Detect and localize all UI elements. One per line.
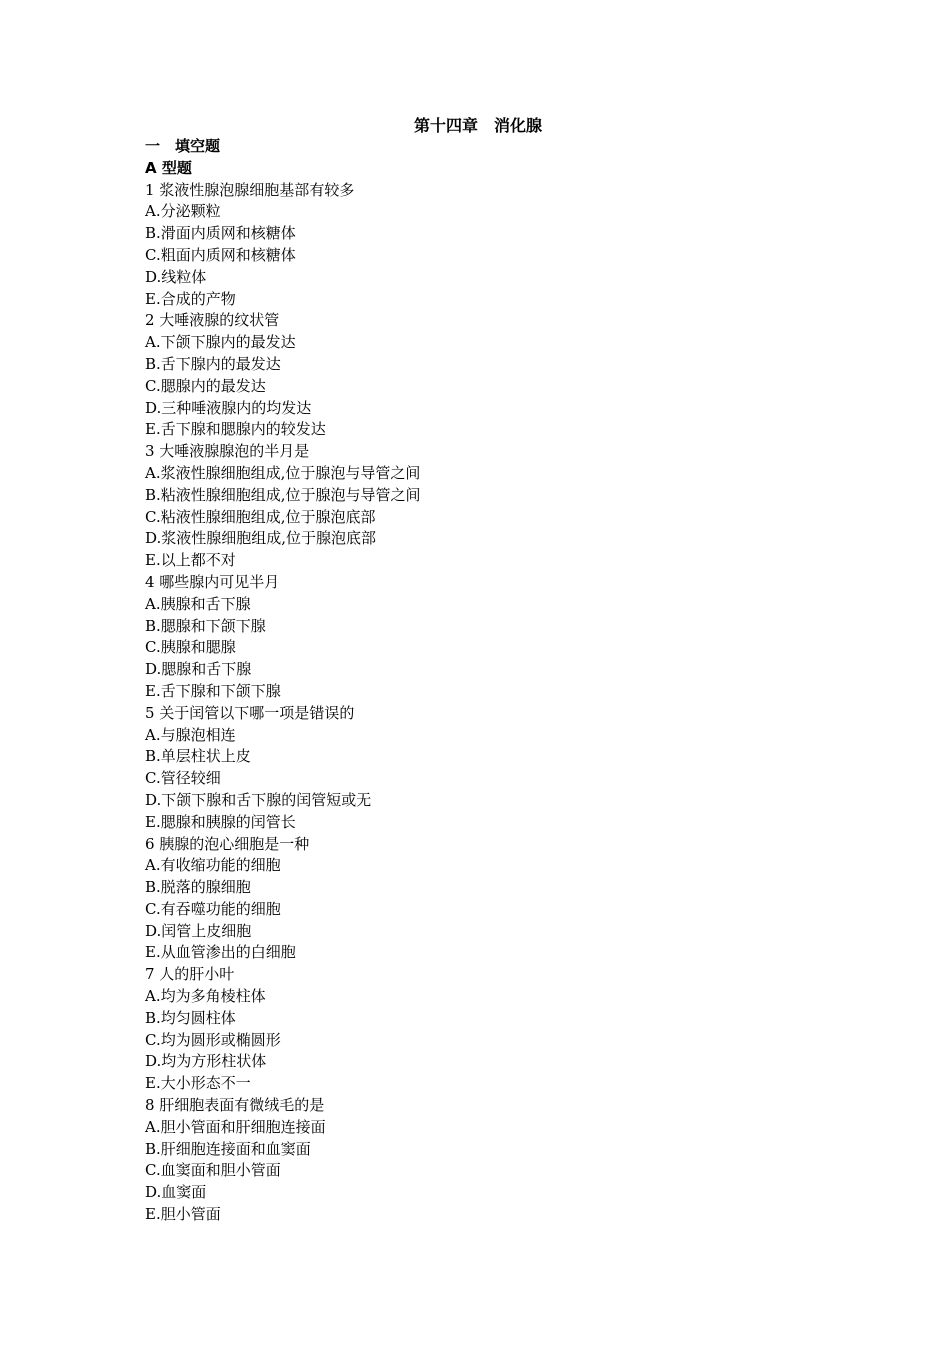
question-option: A.胰腺和舌下腺: [145, 594, 251, 613]
question-option: C.粘液性腺细胞组成,位于腺泡底部: [145, 507, 376, 526]
question-option: B.肝细胞连接面和血窦面: [145, 1139, 311, 1158]
question-option: C.血窦面和胆小管面: [145, 1161, 281, 1180]
question-option: C.有吞噬功能的细胞: [145, 899, 281, 918]
question-stem: 4 哪些腺内可见半月: [145, 572, 280, 591]
question-option: C.均为圆形或椭圆形: [145, 1030, 281, 1049]
question-option: C.腮腺内的最发达: [145, 376, 266, 395]
question-option: A.均为多角棱柱体: [145, 987, 266, 1006]
question-option: A.下颌下腺内的最发达: [145, 333, 296, 352]
question-option: A.分泌颗粒: [145, 202, 221, 221]
question-stem: 3 大唾液腺腺泡的半月是: [145, 442, 310, 461]
question-option: E.舌下腺和下颌下腺: [145, 681, 281, 700]
question-option: D.下颌下腺和舌下腺的闰管短或无: [145, 790, 372, 809]
question-option: B.腮腺和下颌下腺: [145, 616, 266, 635]
question-option: B.舌下腺内的最发达: [145, 354, 281, 373]
question-option: B.粘液性腺细胞组成,位于腺泡与导管之间: [145, 485, 421, 504]
question-option: D.三种唾液腺内的均发达: [145, 398, 312, 417]
question-option: B.滑面内质网和核糖体: [145, 224, 296, 243]
question-stem: 1 浆液性腺泡腺细胞基部有较多: [145, 180, 355, 199]
question-option: E.舌下腺和腮腺内的较发达: [145, 420, 326, 439]
question-option: C.粗面内质网和核糖体: [145, 245, 296, 264]
question-option: D.均为方形柱状体: [145, 1052, 267, 1071]
question-option: E.从血管渗出的白细胞: [145, 943, 296, 962]
question-stem: 8 肝细胞表面有微绒毛的是: [145, 1096, 325, 1115]
question-option: A.胆小管面和肝细胞连接面: [145, 1117, 326, 1136]
question-option: B.均匀圆柱体: [145, 1008, 236, 1027]
question-stem: 6 胰腺的泡心细胞是一种: [145, 834, 310, 853]
subsection-heading: A 型题: [145, 158, 192, 177]
question-option: E.以上都不对: [145, 551, 236, 570]
question-option: D.线粒体: [145, 267, 207, 286]
question-option: E.合成的产物: [145, 289, 236, 308]
question-option: E.腮腺和胰腺的闰管长: [145, 812, 296, 831]
question-option: D.血窦面: [145, 1183, 207, 1202]
question-option: C.胰腺和腮腺: [145, 638, 236, 657]
question-option: A.有收缩功能的细胞: [145, 856, 281, 875]
question-option: D.闰管上皮细胞: [145, 921, 252, 940]
question-option: E.胆小管面: [145, 1205, 221, 1224]
question-stem: 7 人的肝小叶: [145, 965, 235, 984]
question-option: B.脱落的腺细胞: [145, 878, 251, 897]
question-option: B.单层柱状上皮: [145, 747, 251, 766]
question-option: C.管径较细: [145, 769, 221, 788]
question-list: [145, 136, 845, 1226]
question-stem: 5 关于闰管以下哪一项是错误的: [145, 703, 355, 722]
question-option: E.大小形态不一: [145, 1074, 251, 1093]
question-option: D.浆液性腺细胞组成,位于腺泡底部: [145, 529, 377, 548]
section-heading: 一 填空题: [145, 137, 221, 155]
question-option: A.与腺泡相连: [145, 725, 236, 744]
question-option: A.浆液性腺细胞组成,位于腺泡与导管之间: [145, 463, 421, 482]
question-option: D.腮腺和舌下腺: [145, 660, 252, 679]
chapter-title: 第十四章 消化腺: [413, 116, 542, 135]
question-stem: 2 大唾液腺的纹状管: [145, 311, 280, 330]
